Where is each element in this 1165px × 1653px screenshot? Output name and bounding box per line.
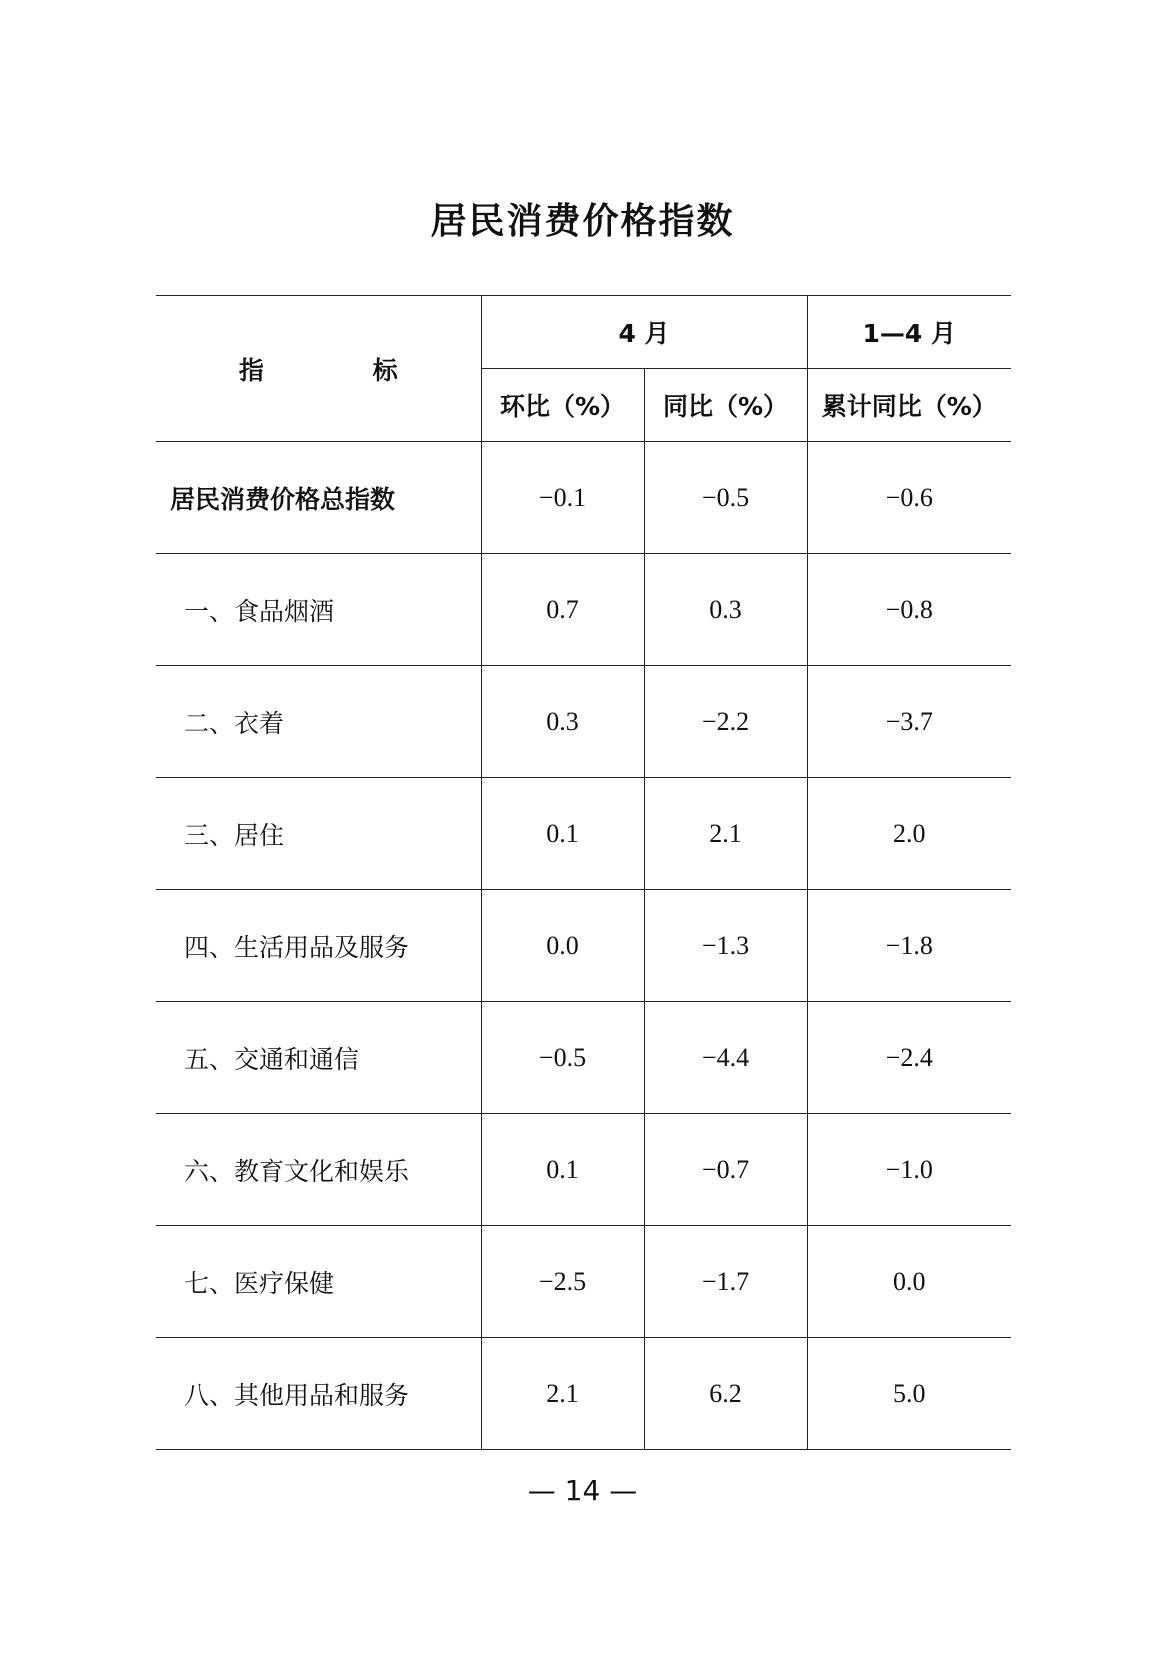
value-mom: 0.7 xyxy=(481,554,644,666)
table-row xyxy=(156,666,1011,778)
value-mom: 0.1 xyxy=(481,1114,644,1226)
table-row xyxy=(156,554,1011,666)
row-label: 八、其他用品和服务 xyxy=(156,1338,481,1450)
value-cum-yoy: −1.0 xyxy=(807,1114,1011,1226)
row-label: 一、食品烟酒 xyxy=(156,554,481,666)
value-cum-yoy: −0.6 xyxy=(807,442,1011,554)
row-label: 二、衣着 xyxy=(156,666,481,778)
table-row xyxy=(156,778,1011,890)
table-row xyxy=(156,1114,1011,1226)
value-yoy: −1.7 xyxy=(644,1226,807,1338)
value-mom: 0.3 xyxy=(481,666,644,778)
value-cum-yoy: 0.0 xyxy=(807,1226,1011,1338)
header-cumulative-group: 1—4 月 xyxy=(807,296,1011,369)
row-label: 七、医疗保健 xyxy=(156,1226,481,1338)
row-label: 六、教育文化和娱乐 xyxy=(156,1114,481,1226)
value-yoy: −1.3 xyxy=(644,890,807,1002)
table-row xyxy=(156,890,1011,1002)
value-yoy: −0.7 xyxy=(644,1114,807,1226)
value-mom: 2.1 xyxy=(481,1338,644,1450)
value-cum-yoy: 2.0 xyxy=(807,778,1011,890)
value-mom: −2.5 xyxy=(481,1226,644,1338)
value-mom: −0.5 xyxy=(481,1002,644,1114)
row-label: 居民消费价格总指数 xyxy=(156,442,481,554)
row-label: 三、居住 xyxy=(156,778,481,890)
value-mom: −0.1 xyxy=(481,442,644,554)
row-label: 五、交通和通信 xyxy=(156,1002,481,1114)
value-cum-yoy: −1.8 xyxy=(807,890,1011,1002)
header-yoy: 同比（%） xyxy=(644,369,807,442)
value-cum-yoy: 5.0 xyxy=(807,1338,1011,1450)
table-row-total xyxy=(156,442,1011,554)
value-yoy: −2.2 xyxy=(644,666,807,778)
page-title: 居民消费价格指数 xyxy=(430,201,735,242)
value-mom: 0.1 xyxy=(481,778,644,890)
table-row xyxy=(156,1002,1011,1114)
value-cum-yoy: −3.7 xyxy=(807,666,1011,778)
value-cum-yoy: −2.4 xyxy=(807,1002,1011,1114)
value-mom: 0.0 xyxy=(481,890,644,1002)
header-month-group: 4 月 xyxy=(481,296,807,369)
header-row-groups xyxy=(156,296,1011,369)
header-indicator: 指 标 xyxy=(156,296,481,442)
row-label: 四、生活用品及服务 xyxy=(156,890,481,1002)
table-row xyxy=(156,1226,1011,1338)
value-yoy: −0.5 xyxy=(644,442,807,554)
value-yoy: 2.1 xyxy=(644,778,807,890)
value-yoy: −4.4 xyxy=(644,1002,807,1114)
value-yoy: 6.2 xyxy=(644,1338,807,1450)
value-cum-yoy: −0.8 xyxy=(807,554,1011,666)
table-row xyxy=(156,1338,1011,1450)
header-mom: 环比（%） xyxy=(481,369,644,442)
header-cum-yoy: 累计同比（%） xyxy=(807,369,1011,442)
cpi-table xyxy=(156,295,1011,1450)
page-number: — 14 — xyxy=(527,1474,638,1507)
value-yoy: 0.3 xyxy=(644,554,807,666)
